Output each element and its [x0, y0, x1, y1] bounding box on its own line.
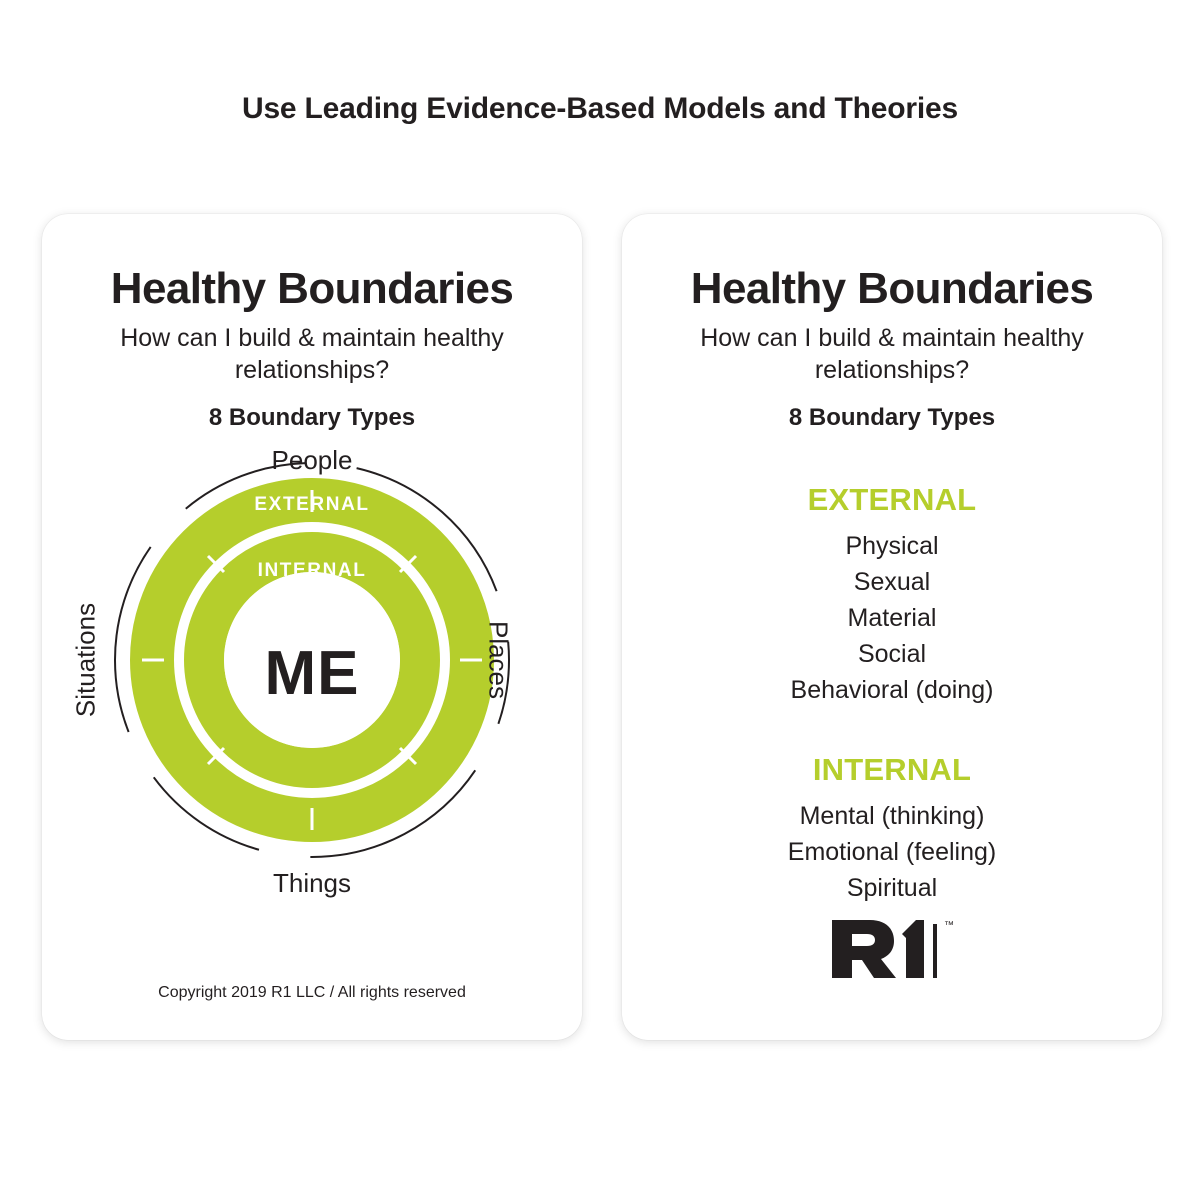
right-card-kicker: 8 Boundary Types [788, 404, 996, 432]
list-item: Spiritual [846, 874, 938, 903]
ring-label-internal: INTERNAL [257, 560, 367, 582]
copyright-text: Copyright 2019 R1 LLC / All rights reserved [158, 984, 466, 1001]
diagram-center-label: ME [264, 639, 360, 709]
right-card-subtitle: How can I build & maintain healthy relationships? [700, 324, 1084, 385]
outer-word-things: Things [272, 868, 352, 899]
card-list [622, 214, 1162, 1040]
group-external-list [622, 528, 1162, 708]
outer-word-people: People [271, 445, 353, 476]
list-item: Behavioral (doing) [790, 676, 994, 705]
group-external [622, 482, 1162, 708]
list-item: Material [847, 604, 937, 633]
trademark-symbol: ™ [944, 920, 954, 931]
group-internal-list [622, 798, 1162, 906]
list-item: Sexual [853, 568, 931, 597]
outer-word-situations: Situations [70, 603, 101, 718]
r1-logo [622, 918, 1162, 980]
boundaries-diagram [42, 442, 582, 942]
left-card-header [42, 214, 582, 432]
page-title: Use Leading Evidence-Based Models and Theories [241, 92, 958, 125]
group-external-heading: EXTERNAL [807, 482, 977, 518]
r1-logo-mark [830, 918, 942, 980]
ring-label-external: EXTERNAL [254, 494, 370, 516]
left-card-subtitle: How can I build & maintain healthy relationships? [120, 324, 504, 385]
list-item: Social [857, 640, 927, 669]
outer-word-places: Places [483, 621, 514, 700]
left-card-title: Healthy Boundaries [110, 264, 514, 313]
group-internal [622, 752, 1162, 906]
card-diagram [42, 214, 582, 1040]
right-card-header [622, 214, 1162, 432]
left-card-kicker: 8 Boundary Types [208, 404, 416, 432]
list-item: Mental (thinking) [799, 802, 985, 831]
r1-logo-icon [830, 918, 942, 980]
group-internal-heading: INTERNAL [812, 752, 972, 788]
list-item: Emotional (feeling) [787, 838, 997, 867]
list-item: Physical [845, 532, 939, 561]
right-card-title: Healthy Boundaries [690, 264, 1094, 313]
